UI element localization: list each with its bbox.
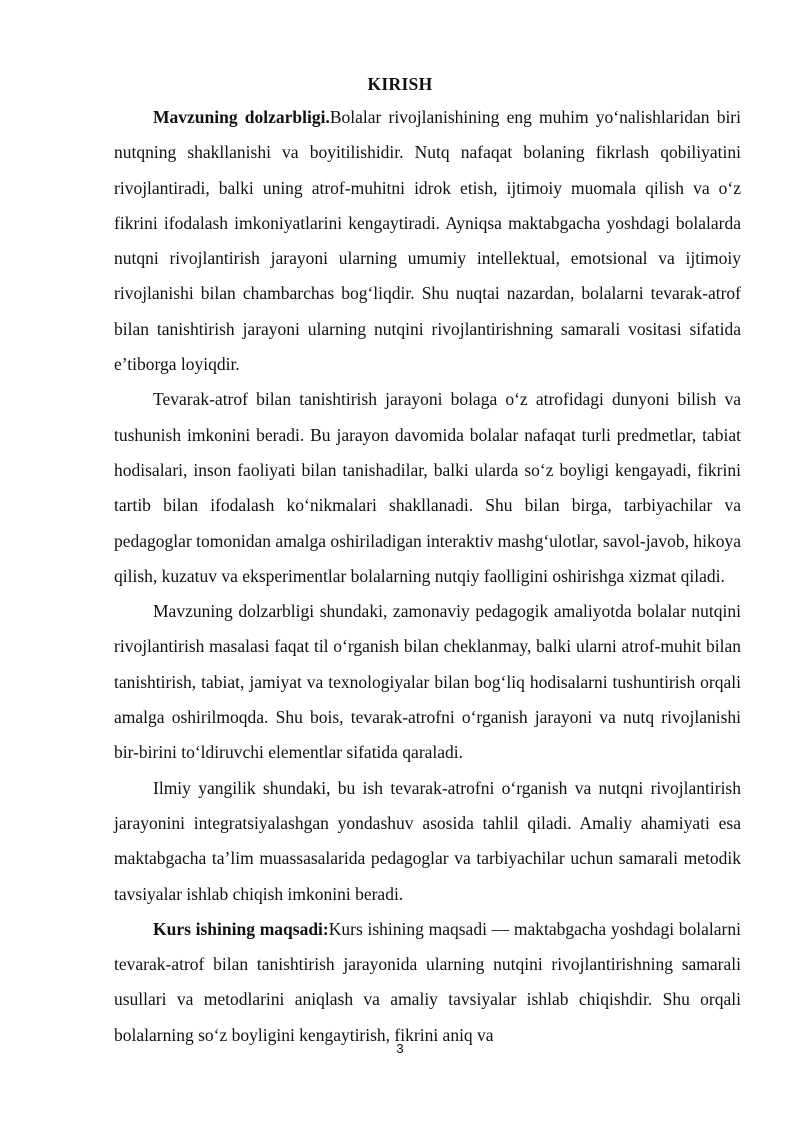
paragraph-text: Bolalar rivojlanishining eng muhim yo‘nalishlaridan biri nutqning shakllanishi va boyitilishidir. Nutq nafaqat bolaning fikrlash qobiliyatini rivojlantiradi, balki uning atrof-muhitni idrok etish, ijtimoiy muomala qilish va o‘z fikrini ifodalash imkoniyatlarini kengaytiradi. Ayniqsa maktabgacha yoshdagi bolalarda nutqni rivojlantirish jarayoni ularning umumiy intellektual, emotsional va ijtimoiy rivojlanishi bilan chambarchas bog‘liqdir. Shu nuqtai nazardan, bolalarni tevarak-atrof bilan tanishtirish jarayoni ularning nutqini rivojlantirishning samarali vositasi sifatida e’tiborga loyiqdir. <box>114 107 741 375</box>
page-title: KIRISH <box>367 74 433 94</box>
paragraph-relevance-detail <box>114 594 741 770</box>
page-number: 3 <box>396 1041 404 1056</box>
paragraph-surroundings <box>114 382 741 594</box>
paragraph-text: Kurs ishining maqsadi — maktabgacha yoshdagi bolalarni tevarak-atrof bilan tanishtirish jarayonida ularning nutqini rivojlantirishning samarali usullari va metodlarini aniqlash va amaliy tavsiyalar ishlab chiqishdir. Shu orqali bolalarning so‘z boyligini kengaytirish, fikrini aniq va <box>114 918 741 1045</box>
paragraph-text: Ilmiy yangilik shundaki, bu ish tevarak-atrofni o‘rganish va nutqni rivojlantirish jarayonini integratsiyalashgan yondashuv asosida tahlil qiladi. Amaliy ahamiyati esa maktabgacha ta’lim muassasalarida pedagoglar va tarbiyachilar uchun samarali metodik tavsiyalar ishlab chiqish imkonini beradi. <box>114 777 741 904</box>
paragraph-scientific-novelty <box>114 771 741 912</box>
paragraph-text: Tevarak-atrof bilan tanishtirish jarayoni bolaga o‘z atrofidagi dunyoni bilish va tushunish imkonini beradi. Bu jarayon davomida bolalar nafaqat turli predmetlar, tabiat hodisalari, inson faoliyati bilan tanishadilar, balki ularda so‘z boyligi kengayadi, fikrini tartib bilan ifodalash ko‘nikmalari shakllanadi. Shu bilan birga, tarbiyachilar va pedagoglar tomonidan amalga oshiriladigan interaktiv mashg‘ulotlar, savol-javob, hikoya qilish, kuzatuv va eksperimentlar bolalarning nutqiy faolligini oshirishga xizmat qiladi. <box>114 389 741 586</box>
paragraph-lead: Kurs ishining maqsadi: <box>153 918 329 939</box>
paragraph-relevance <box>114 100 741 382</box>
paragraph-lead: Mavzuning dolzarbligi. <box>153 107 330 127</box>
paragraph-course-goal <box>114 912 741 1053</box>
document-body <box>114 100 741 1053</box>
paragraph-text: Mavzuning dolzarbligi shundaki, zamonaviy pedagogik amaliyotda bolalar nutqini rivojlantirish masalasi faqat til o‘rganish bilan cheklanmay, balki ularni atrof-muhit bilan tanishtirish, tabiat, jamiyat va texnologiyalar bilan bog‘liq hodisalarni tushuntirish orqali amalga oshirilmoqda. Shu bois, tevarak-atrofni o‘rganish jarayoni va nutq rivojlanishi bir-birini to‘ldiruvchi elementlar sifatida qaraladi. <box>114 601 741 763</box>
